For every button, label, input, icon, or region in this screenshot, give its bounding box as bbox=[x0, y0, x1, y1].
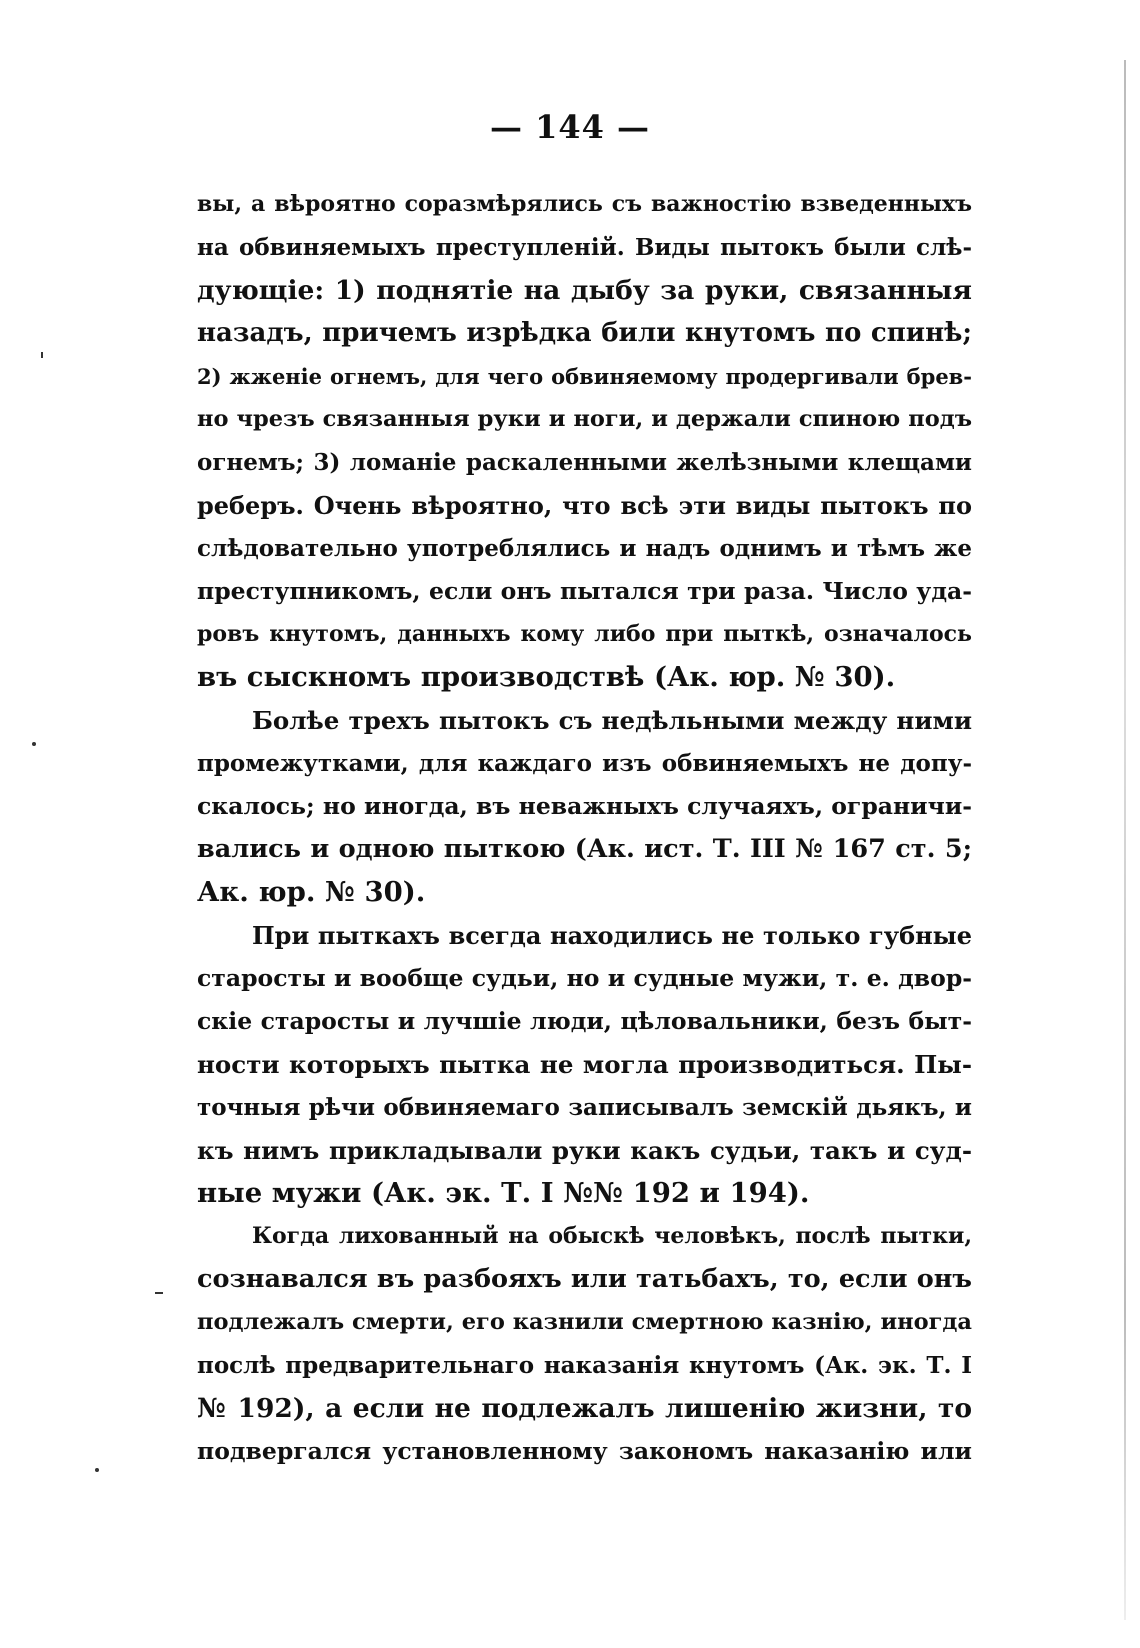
text-line: ные мужи (Ак. эк. Т. I №№ 192 и 194). bbox=[197, 1177, 810, 1209]
text-line: реберъ. Очень вѣроятно, что всѣ эти виды пытокъ по bbox=[197, 491, 972, 520]
text-line: № 192), а если не подлежалъ лишенію жизни, то bbox=[197, 1393, 972, 1424]
text-line: назадъ, причемъ изрѣдка били кнутомъ по спинѣ; bbox=[197, 318, 972, 348]
text-line: старосты и вообще судьи, но и судные мужи, т. е. двор- bbox=[197, 964, 972, 992]
scan-speck bbox=[155, 1292, 163, 1294]
paragraph-2 bbox=[197, 699, 972, 914]
text-line: вы, а вѣроятно соразмѣрялись съ важностію взведенныхъ bbox=[197, 191, 972, 217]
scan-speck bbox=[41, 352, 43, 358]
text-line: ности которыхъ пытка не могла производиться. Пы- bbox=[197, 1050, 972, 1079]
text-line: точныя рѣчи обвиняемаго записывалъ земскій дьякъ, и bbox=[197, 1094, 972, 1121]
text-line: послѣ предварительнаго наказанія кнутомъ (Ак. эк. Т. I bbox=[197, 1352, 972, 1379]
text-line: Ак. юр. № 30). bbox=[197, 876, 426, 908]
page-number: — 144 — bbox=[489, 108, 651, 146]
text-line: Болѣе трехъ пытокъ съ недѣльными между ними bbox=[252, 706, 972, 735]
text-line: скалось; но иногда, въ неважныхъ случаяхъ, ограничи- bbox=[197, 792, 972, 820]
text-line: но чрезъ связанныя руки и ноги, и держали спиною подъ bbox=[197, 406, 972, 432]
text-line: вались и одною пыткою (Ак. ист. Т. III № 167 ст. 5; bbox=[197, 834, 972, 864]
text-line: подвергался установленному закономъ наказанію или bbox=[197, 1437, 972, 1465]
text-line: къ нимъ прикладывали руки какъ судьи, такъ и суд- bbox=[197, 1136, 972, 1165]
text-line: 2) жженіе огнемъ, для чего обвиняемому продергивали брев- bbox=[197, 364, 972, 389]
text-line: преступникомъ, если онъ пытался три раза. Число уда- bbox=[197, 577, 972, 605]
text-line: огнемъ; 3) ломаніе раскаленными желѣзными клещами bbox=[197, 449, 972, 476]
text-line: ровъ кнутомъ, данныхъ кому либо при пыткѣ, означалось bbox=[197, 621, 972, 647]
text-line: на обвиняемыхъ преступленій. Виды пытокъ были слѣ- bbox=[197, 234, 972, 261]
paragraph-4 bbox=[197, 1215, 972, 1473]
page-edge-shadow bbox=[1124, 60, 1126, 1620]
text-line: подлежалъ смерти, его казнили смертною казнію, иногда bbox=[197, 1309, 972, 1335]
paragraph-1 bbox=[197, 183, 972, 699]
text-line: въ сыскномъ производствѣ (Ак. юр. № 30). bbox=[197, 661, 896, 693]
text-line: скіе старосты и лучшіе люди, цѣловальники, безъ быт- bbox=[197, 1007, 972, 1035]
text-line: слѣдовательно употреблялись и надъ однимъ и тѣмъ же bbox=[197, 535, 972, 562]
text-line: Когда лихованный на обыскѣ человѣкъ, послѣ пытки, bbox=[252, 1223, 972, 1249]
text-line: При пыткахъ всегда находились не только губные bbox=[252, 921, 972, 950]
scan-speck bbox=[95, 1468, 99, 1472]
scan-speck bbox=[32, 742, 36, 746]
text-line: промежутками, для каждаго изъ обвиняемыхъ не допу- bbox=[197, 750, 972, 777]
paragraph-3 bbox=[197, 914, 972, 1215]
text-line: сознавался въ разбояхъ или татьбахъ, то, если онъ bbox=[197, 1264, 972, 1294]
body-text bbox=[197, 183, 972, 1473]
text-line: дующіе: 1) поднятіе на дыбу за руки, связанныя bbox=[197, 275, 972, 306]
